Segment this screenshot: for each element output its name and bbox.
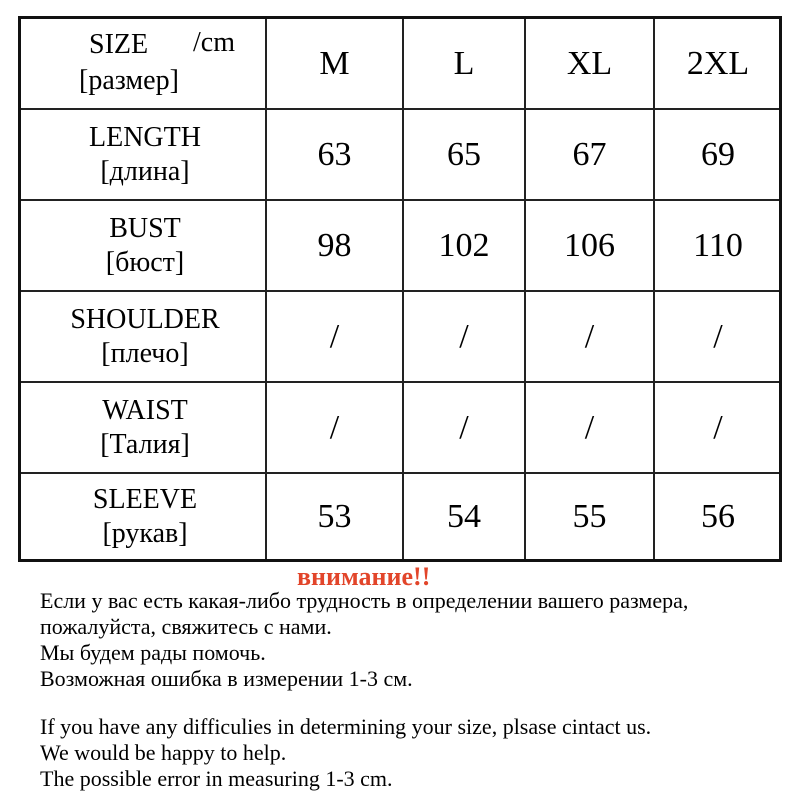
notice-ru-line: пожалуйста, свяжитесь с нами. [40, 614, 332, 639]
table-cell: 67 [572, 135, 607, 173]
size-header-xl: XL [566, 44, 613, 82]
unit-label: /cm [193, 27, 235, 58]
row-label-length-ru: [длина] [100, 155, 190, 187]
row-label-sleeve-ru: [рукав] [102, 518, 188, 549]
table-cell: / [713, 408, 723, 446]
table-cell: 56 [701, 498, 735, 535]
table-cell: / [329, 408, 340, 446]
table-cell: / [713, 317, 723, 355]
table-cell: 98 [317, 226, 352, 264]
size-header-m: M [319, 44, 350, 82]
table-cell: 55 [572, 498, 607, 535]
size-chart-table [18, 16, 782, 562]
row-label-waist: WAIST [102, 394, 188, 426]
row-label-length: LENGTH [89, 121, 201, 153]
size-header-2xl: 2XL [686, 44, 750, 82]
table-cell: / [584, 317, 595, 355]
notice-en-line: If you have any difficulies in determining your size, plsase cintact us. [40, 714, 652, 739]
table-cell: 54 [447, 498, 481, 535]
table-cell: / [584, 408, 595, 446]
table-cell: 102 [438, 226, 490, 264]
notice-ru-line: Если у вас есть какая-либо трудность в определении вашего размера, [40, 588, 689, 613]
notice-title: внимание!! [297, 562, 431, 591]
row-label-shoulder: SHOULDER [70, 303, 220, 335]
table-cell: / [459, 317, 469, 355]
size-label-ru: [размер] [79, 65, 179, 96]
table-cell: 53 [317, 498, 352, 535]
row-label-bust: BUST [109, 212, 181, 244]
table-cell: 110 [693, 226, 743, 264]
table-cell: / [329, 317, 340, 355]
table-cell: 69 [701, 135, 735, 173]
row-label-bust-ru: [бюст] [105, 246, 185, 278]
table-cell: 65 [447, 135, 481, 173]
notice-ru-line: Возможная ошибка в измерении 1-3 см. [40, 666, 413, 691]
table-cell: 106 [564, 226, 615, 264]
table-cell: 63 [317, 135, 352, 173]
row-label-shoulder-ru: [плечо] [101, 337, 189, 369]
notice-en-line: The possible error in measuring 1-3 cm. [40, 766, 393, 791]
size-label: SIZE [89, 29, 149, 60]
row-label-sleeve: SLEEVE [92, 484, 198, 515]
row-label-waist-ru: [Талия] [100, 428, 190, 460]
notice-ru-line: Мы будем рады помочь. [40, 640, 266, 665]
size-header-l: L [453, 44, 475, 82]
notice-en-line: We would be happy to help. [40, 740, 287, 765]
table-cell: / [459, 408, 469, 446]
